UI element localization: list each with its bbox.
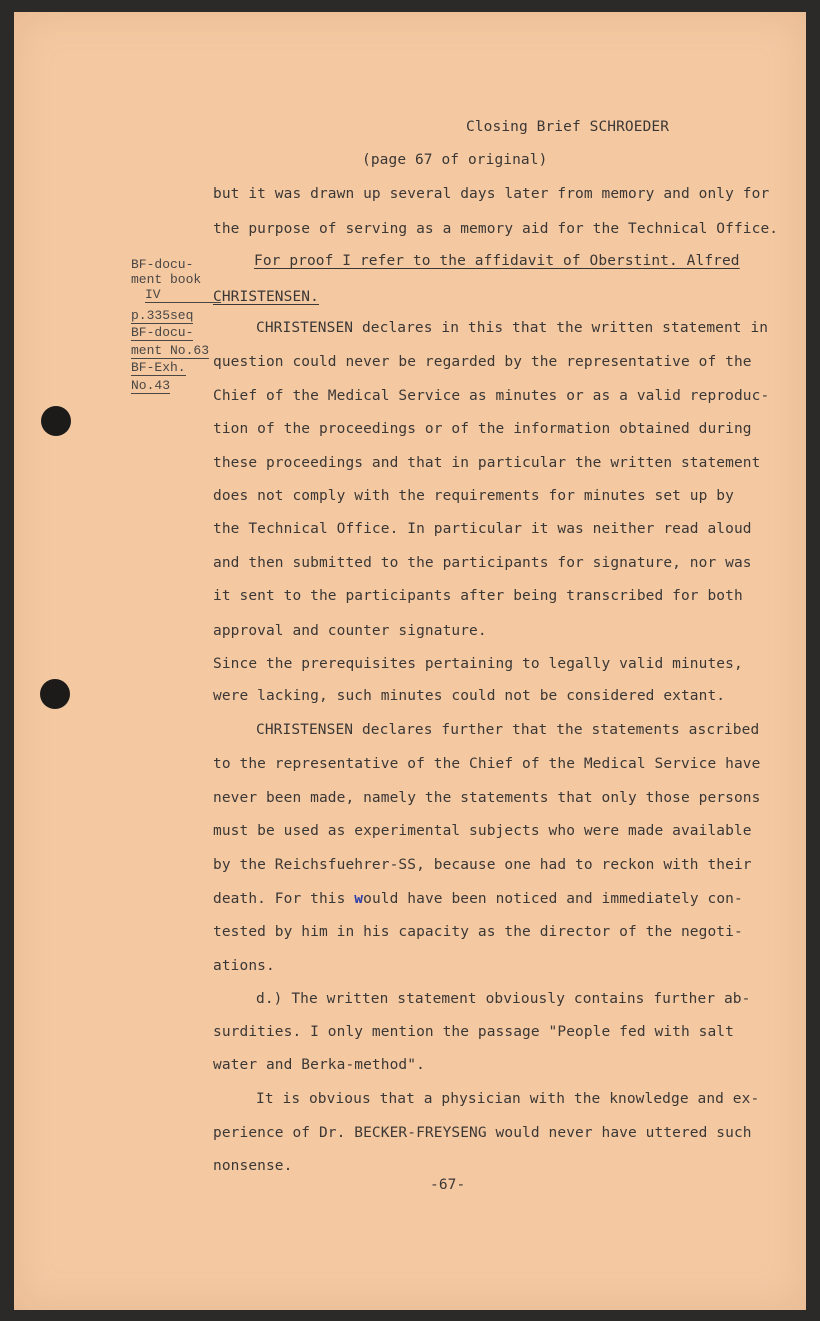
body-line-affiant: CHRISTENSEN.: [213, 289, 319, 305]
margin-notes: [131, 258, 221, 394]
body-line: tion of the proceedings or of the information obtained during: [213, 421, 752, 437]
body-line: CHRISTENSEN declares in this that the written statement in: [256, 320, 769, 336]
body-line: approval and counter signature.: [213, 623, 487, 639]
body-line: surdities. I only mention the passage "People fed with salt: [213, 1024, 734, 1040]
punch-hole-top: [41, 406, 71, 436]
body-line-with-correction: [213, 890, 743, 908]
body-line: does not comply with the requirements for minutes set up by: [213, 488, 734, 504]
body-line: tested by him in his capacity as the director of the negoti-: [213, 924, 743, 940]
body-line: it sent to the participants after being transcribed for both: [213, 588, 743, 604]
body-line: to the representative of the Chief of the Medical Service have: [213, 756, 761, 772]
body-line-part: ould have been noticed and immediately con-: [363, 891, 743, 907]
handwritten-correction: w: [354, 891, 364, 907]
body-line: these proceedings and that in particular the written statement: [213, 455, 761, 471]
body-line: perience of Dr. BECKER-FREYSENG would never have uttered such: [213, 1125, 752, 1141]
punch-hole-bottom: [40, 679, 70, 709]
body-line: nonsense.: [213, 1158, 293, 1174]
body-line: and then submitted to the participants for signature, nor was: [213, 555, 752, 571]
margin-note: ment No.63: [131, 343, 210, 358]
body-line: the Technical Office. In particular it was neither read aloud: [213, 521, 752, 537]
body-line: It is obvious that a physician with the knowledge and ex-: [256, 1091, 760, 1107]
body-line: were lacking, such minutes could not be considered extant.: [213, 688, 726, 704]
body-line: the purpose of serving as a memory aid for the Technical Office.: [213, 221, 779, 237]
body-line-part: death. For this: [213, 891, 346, 907]
body-line: water and Berka-method".: [213, 1057, 425, 1073]
page-reference: (page 67 of original): [362, 152, 548, 168]
margin-note: IV: [145, 288, 221, 303]
margin-note: ment book: [131, 272, 202, 287]
body-line: but it was drawn up several days later from memory and only for: [213, 186, 770, 202]
body-line: Since the prerequisites pertaining to legally valid minutes,: [213, 656, 743, 672]
margin-note: No.43: [131, 378, 171, 393]
body-line: by the Reichsfuehrer-SS, because one had to reckon with their: [213, 857, 752, 873]
header-title: Closing Brief SCHROEDER: [466, 119, 670, 135]
margin-note: BF-docu-: [131, 325, 194, 340]
body-line: ations.: [213, 958, 275, 974]
body-line: question could never be regarded by the representative of the: [213, 354, 752, 370]
margin-note: p.335seq: [131, 308, 194, 323]
page-number: -67-: [430, 1177, 466, 1193]
margin-note: BF-docu-: [131, 257, 194, 272]
margin-note: BF-Exh.: [131, 360, 186, 375]
body-line: CHRISTENSEN declares further that the statements ascribed: [256, 722, 760, 738]
body-line: never been made, namely the statements that only those persons: [213, 790, 761, 806]
body-line: Chief of the Medical Service as minutes or as a valid reproduc-: [213, 388, 770, 404]
body-line: d.) The written statement obviously contains further ab-: [256, 991, 751, 1007]
body-line: must be used as experimental subjects who were made available: [213, 823, 752, 839]
body-line-proof: For proof I refer to the affidavit of Oberstint. Alfred: [254, 253, 740, 269]
